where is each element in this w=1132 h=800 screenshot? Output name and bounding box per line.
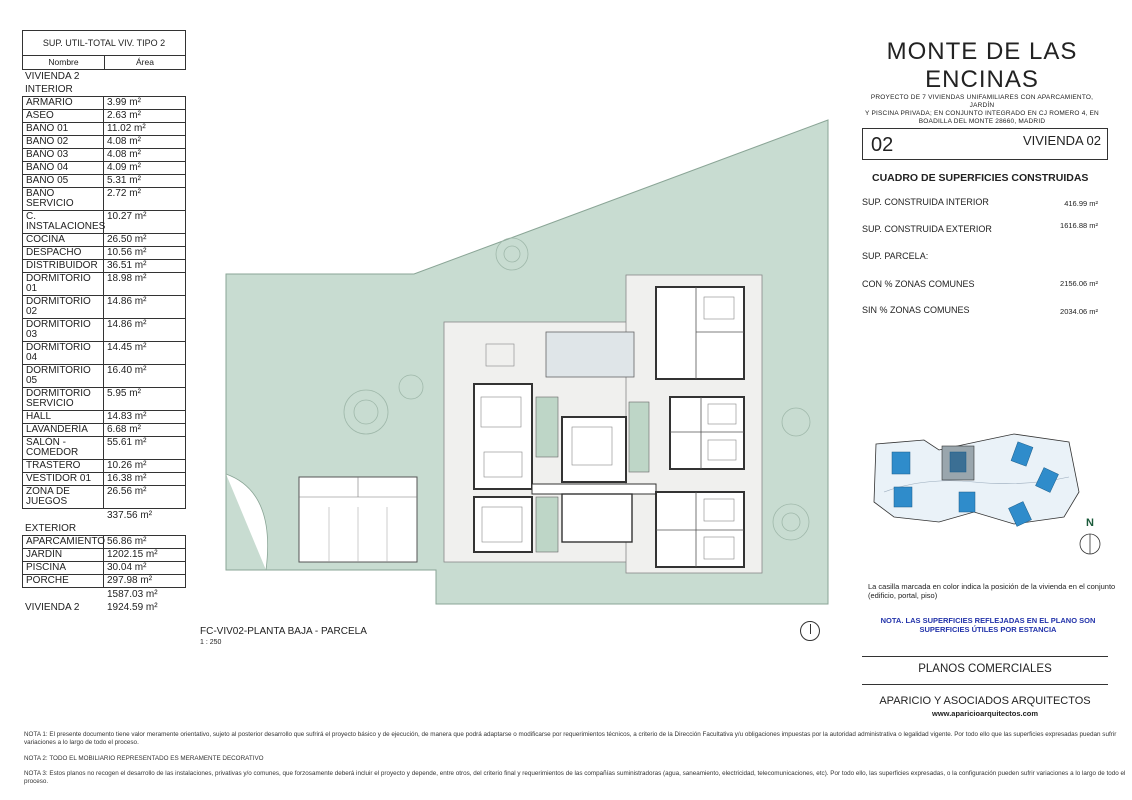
patio-green-1 bbox=[536, 397, 558, 457]
sup-interior-label: SUP. CONSTRUIDA INTERIOR bbox=[862, 197, 989, 207]
divider-top bbox=[862, 656, 1108, 657]
sup-con-label: CON % ZONAS COMUNES bbox=[862, 279, 975, 289]
room-area: 26.56 m² bbox=[104, 486, 186, 508]
note-2: NOTA 2: TODO EL MOBILIARIO REPRESENTADO ES MERAMENTE DECORATIVO bbox=[24, 755, 264, 762]
group-label: VIVIENDA 2 bbox=[25, 70, 80, 82]
room-area: 30.04 m² bbox=[104, 562, 186, 574]
room-name: DESPACHO bbox=[22, 247, 104, 259]
room-area: 6.68 m² bbox=[104, 424, 186, 436]
key-map-caption: La casilla marcada en color indica la posición de la vivienda en el conjunto (edificio, portal, piso) bbox=[868, 582, 1116, 600]
grand-total-value: 1924.59 m² bbox=[107, 601, 158, 613]
patio-green-2 bbox=[536, 497, 558, 552]
room-name: DORMITORIO 01 bbox=[22, 273, 104, 295]
unit-number: 02 bbox=[871, 134, 894, 156]
bedroom-wing-3 bbox=[656, 492, 744, 567]
room-area: 5.95 m² bbox=[104, 388, 186, 410]
room-area: 11.02 m² bbox=[104, 123, 186, 135]
room-name: COCINA bbox=[22, 234, 104, 246]
room-area: 18.98 m² bbox=[104, 273, 186, 295]
project-title-line1: MONTE DE LAS bbox=[886, 38, 1078, 65]
sup-sin-label: SIN % ZONAS COMUNES bbox=[862, 305, 970, 315]
room-name: BAÑO 02 bbox=[22, 136, 104, 148]
room-name: HALL bbox=[22, 411, 104, 423]
room-name: DORMITORIO 05 bbox=[22, 365, 104, 387]
room-area: 4.08 m² bbox=[104, 136, 186, 148]
table-row bbox=[22, 535, 186, 549]
table-row bbox=[22, 273, 186, 296]
bedroom-wing-2 bbox=[670, 397, 744, 469]
table-row bbox=[22, 136, 186, 149]
description-line2: Y PISCINA PRIVADA; EN CONJUNTO INTEGRADO EN CJ ROMERO 4, EN bbox=[865, 110, 1099, 117]
sup-parcela-label: SUP. PARCELA: bbox=[862, 251, 929, 261]
table-header bbox=[22, 56, 186, 70]
table-row bbox=[22, 188, 186, 211]
unit-box bbox=[862, 128, 1108, 160]
room-name: DORMITORIO 04 bbox=[22, 342, 104, 364]
room-area: 14.86 m² bbox=[104, 319, 186, 341]
table-title: SUP. UTIL-TOTAL VIV. TIPO 2 bbox=[22, 30, 186, 56]
sup-exterior-label: SUP. CONSTRUIDA EXTERIOR bbox=[862, 224, 992, 234]
table-row bbox=[22, 424, 186, 437]
room-area: 2.72 m² bbox=[104, 188, 186, 210]
room-name: BAÑO 04 bbox=[22, 162, 104, 174]
room-name: APARCAMIENTO bbox=[22, 536, 104, 548]
site-key-map bbox=[864, 432, 1104, 562]
table-row bbox=[22, 211, 186, 234]
plan-scale: 1 : 250 bbox=[200, 639, 222, 646]
exterior-total: 1587.03 m² bbox=[107, 588, 158, 600]
surfaces-note: NOTA. LAS SUPERFICIES REFLEJADAS EN EL PLANO SON SUPERFICIES ÚTILES POR ESTANCIA bbox=[880, 616, 1096, 634]
room-name: ARMARIO bbox=[22, 97, 104, 109]
unit-name: VIVIENDA 02 bbox=[1022, 133, 1101, 148]
interior-label: INTERIOR bbox=[25, 83, 73, 95]
room-area: 4.08 m² bbox=[104, 149, 186, 161]
table-row bbox=[22, 96, 186, 110]
interior-rows bbox=[22, 96, 186, 509]
room-name: DISTRIBUIDOR bbox=[22, 260, 104, 272]
room-name: ZONA DE JUEGOS bbox=[22, 486, 104, 508]
plan-caption: FC-VIV02-PLANTA BAJA - PARCELA bbox=[200, 626, 367, 637]
exterior-label: EXTERIOR bbox=[25, 522, 77, 534]
room-area: 5.31 m² bbox=[104, 175, 186, 187]
sup-interior-value: 416.99 m² bbox=[1064, 199, 1098, 208]
surfaces-title: CUADRO DE SUPERFICIES CONSTRUIDAS bbox=[872, 172, 1089, 184]
grand-total-name: VIVIENDA 2 bbox=[25, 601, 80, 613]
room-name: ASEO bbox=[22, 110, 104, 122]
table-row bbox=[22, 388, 186, 411]
description-line1: PROYECTO DE 7 VIVIENDAS UNIFAMILIARES CON APARCAMIENTO, JARDÍN bbox=[870, 94, 1094, 109]
room-area: 55.61 m² bbox=[104, 437, 186, 459]
room-name: TRASTERO bbox=[22, 460, 104, 472]
table-row bbox=[22, 296, 186, 319]
north-label: N bbox=[1086, 517, 1094, 529]
table-row bbox=[22, 365, 186, 388]
room-area: 4.09 m² bbox=[104, 162, 186, 174]
table-row bbox=[22, 460, 186, 473]
floor-plan bbox=[196, 112, 836, 612]
sup-sin-value: 2034.06 m² bbox=[1060, 307, 1098, 316]
planos-label: PLANOS COMERCIALES bbox=[918, 663, 1052, 675]
room-area: 10.27 m² bbox=[104, 211, 186, 233]
room-area: 10.56 m² bbox=[104, 247, 186, 259]
room-area: 297.98 m² bbox=[104, 575, 186, 587]
table-row bbox=[22, 175, 186, 188]
room-name: DORMITORIO 02 bbox=[22, 296, 104, 318]
room-area: 10.26 m² bbox=[104, 460, 186, 472]
game-room bbox=[474, 497, 532, 552]
sup-con-value: 2156.06 m² bbox=[1060, 279, 1098, 288]
table-row bbox=[22, 260, 186, 273]
table-row bbox=[22, 342, 186, 365]
table-row bbox=[22, 234, 186, 247]
room-name: BAÑO 01 bbox=[22, 123, 104, 135]
col-area-header: Área bbox=[136, 57, 154, 68]
table-row bbox=[22, 110, 186, 123]
table-row bbox=[22, 123, 186, 136]
table-row bbox=[22, 149, 186, 162]
room-name: PORCHE bbox=[22, 575, 104, 587]
table-row bbox=[22, 411, 186, 424]
room-area: 16.40 m² bbox=[104, 365, 186, 387]
room-name: VESTIDOR 01 bbox=[22, 473, 104, 485]
grand-total-row bbox=[22, 601, 186, 614]
description-line3: BOADILLA DEL MONTE 28660, MADRID bbox=[918, 118, 1046, 125]
room-area: 1202.15 m² bbox=[104, 549, 186, 561]
firm-website: www.aparicioarquitectos.com bbox=[932, 709, 1038, 718]
north-arrow-icon bbox=[800, 621, 820, 641]
room-area: 2.63 m² bbox=[104, 110, 186, 122]
room-area: 36.51 m² bbox=[104, 260, 186, 272]
room-name: LAVANDERÍA bbox=[22, 424, 104, 436]
room-name: DORMITORIO 03 bbox=[22, 319, 104, 341]
room-area: 26.50 m² bbox=[104, 234, 186, 246]
table-row bbox=[22, 473, 186, 486]
room-area: 14.86 m² bbox=[104, 296, 186, 318]
room-area: 16.38 m² bbox=[104, 473, 186, 485]
pool bbox=[546, 332, 634, 377]
room-name: BAÑO 03 bbox=[22, 149, 104, 161]
room-name: BAÑO SERVICIO bbox=[22, 188, 104, 210]
room-area: 14.83 m² bbox=[104, 411, 186, 423]
room-area: 56.86 m² bbox=[104, 536, 186, 548]
room-area: 3.99 m² bbox=[104, 97, 186, 109]
exterior-rows bbox=[22, 535, 186, 588]
project-description bbox=[862, 94, 1102, 126]
table-row bbox=[22, 437, 186, 460]
firm-name: APARICIO Y ASOCIADOS ARQUITECTOS bbox=[879, 695, 1091, 707]
table-row bbox=[22, 162, 186, 175]
room-area: 14.45 m² bbox=[104, 342, 186, 364]
note-3: NOTA 3: Estos planos no recogen el desarrollo de las instalaciones, privativas y/o comunes, que forzosamente deberá incluir el proyecto y depende, entre otros, del criterio final y requerimientos de las compañías suministradoras (agua, saneamiento, electricidad, telecomunicaciones, etc). Por todo ello, las superficies expresadas, o la configuración pueden sufrir variaciones a lo largo de todo el proceso. bbox=[24, 770, 1126, 785]
project-title-line2: ENCINAS bbox=[925, 66, 1039, 93]
room-name: JARDÍN bbox=[22, 549, 104, 561]
table-row bbox=[22, 549, 186, 562]
room-name: BAÑO 05 bbox=[22, 175, 104, 187]
project-title bbox=[862, 38, 1102, 94]
table-row bbox=[22, 562, 186, 575]
bedroom-wing-1 bbox=[656, 287, 744, 379]
sup-exterior-value: 1616.88 m² bbox=[1060, 221, 1098, 230]
living-room bbox=[474, 384, 532, 489]
note-1: NOTA 1: El presente documento tiene valor meramente orientativo, sujeto al posterior desarrollo que sufrirá el proyecto básico y de ejecución, de manera que podrá adaptarse o modificarse por requerimientos técnicos, a criterio de la Dirección Facultativa y/u obligaciones impuestas por la autoridad administrativa o legalidad vigente. Por todo ello que las superficies expresadas puedan sufrir variaciones a lo largo de todo el proceso. bbox=[24, 731, 1117, 746]
corridor bbox=[532, 484, 656, 494]
room-name: PISCINA bbox=[22, 562, 104, 574]
table-row bbox=[22, 486, 186, 509]
table-row bbox=[22, 319, 186, 342]
room-name: SALÓN - COMEDOR bbox=[22, 437, 104, 459]
table-row bbox=[22, 247, 186, 260]
area-table bbox=[22, 30, 186, 614]
service-block bbox=[562, 494, 632, 542]
divider-bottom bbox=[862, 684, 1108, 685]
interior-total: 337.56 m² bbox=[107, 509, 153, 521]
col-name-header: Nombre bbox=[23, 56, 105, 69]
room-name: C. INSTALACIONES bbox=[22, 211, 104, 233]
patio-green-3 bbox=[629, 402, 649, 472]
table-row bbox=[22, 575, 186, 588]
room-name: DORMITORIO SERVICIO bbox=[22, 388, 104, 410]
